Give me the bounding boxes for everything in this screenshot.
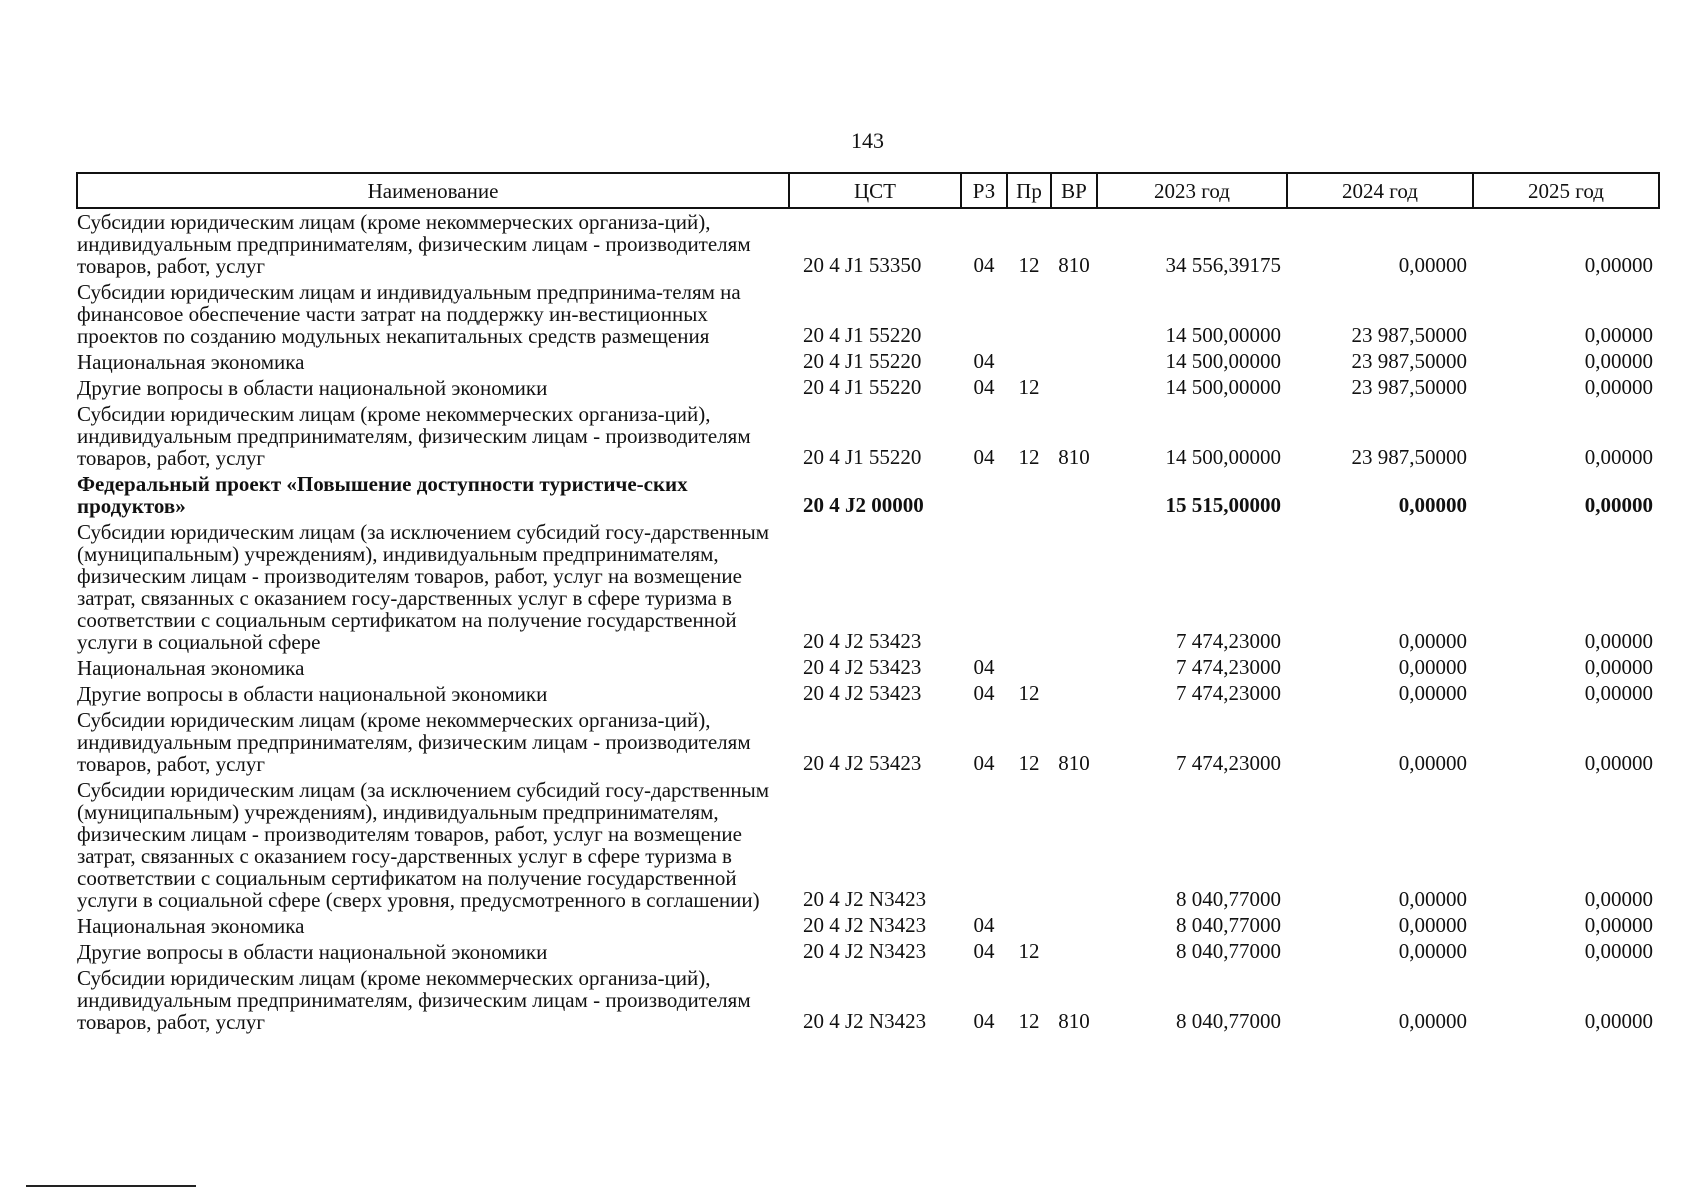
table-body — [77, 208, 1659, 1035]
cell-vr — [1051, 375, 1097, 401]
cell-pr — [1007, 349, 1051, 375]
table-row — [77, 655, 1659, 681]
cell-name: Национальная экономика — [77, 914, 305, 938]
table-row — [77, 913, 1659, 939]
cell-pr: 12 — [1018, 751, 1040, 775]
cell-2023: 8 040,77000 — [1176, 939, 1281, 963]
cell-2024: 0,00000 — [1398, 681, 1467, 705]
cell-2024: 0,00000 — [1398, 1009, 1467, 1033]
cell-pr — [1007, 519, 1051, 655]
table-row — [77, 279, 1659, 349]
cell-vr: 810 — [1058, 1009, 1090, 1033]
cell-2025: 0,00000 — [1584, 323, 1653, 347]
table-row — [77, 375, 1659, 401]
cell-pr: 12 — [1018, 253, 1040, 277]
cell-rz: 04 — [973, 655, 995, 679]
table-row — [77, 681, 1659, 707]
cell-cst: 20 4 J1 55220 — [803, 445, 922, 469]
cell-2023: 15 515,00000 — [1165, 493, 1281, 517]
cell-rz: 04 — [973, 939, 995, 963]
cell-cst: 20 4 J1 55220 — [803, 323, 922, 347]
cell-pr: 12 — [1018, 1009, 1040, 1033]
cell-pr — [1007, 471, 1051, 519]
header-2024: 2024 год — [1287, 173, 1473, 208]
cell-pr: 12 — [1018, 375, 1040, 399]
cell-2025: 0,00000 — [1584, 1009, 1653, 1033]
cell-name: Другие вопросы в области национальной экономики — [77, 682, 548, 706]
header-vr: ВР — [1051, 173, 1097, 208]
table-row — [77, 208, 1659, 279]
cell-cst: 20 4 J2 N3423 — [803, 913, 927, 937]
cell-cst: 20 4 J2 N3423 — [803, 939, 927, 963]
cell-2023: 7 474,23000 — [1176, 655, 1281, 679]
cell-2025: 0,00000 — [1584, 655, 1653, 679]
cell-vr — [1051, 519, 1097, 655]
cell-cst: 20 4 J2 53423 — [803, 629, 922, 653]
cell-name: Субсидии юридическим лицам (кроме некоммерческих организа-ций), индивидуальным предпринимателям, физическим лицам - производителям товаров, работ, услуг — [77, 402, 751, 470]
cell-2023: 7 474,23000 — [1176, 629, 1281, 653]
cell-rz: 04 — [973, 445, 995, 469]
cell-rz: 04 — [973, 1009, 995, 1033]
cell-rz — [961, 519, 1007, 655]
cell-2024: 0,00000 — [1398, 939, 1467, 963]
cell-rz: 04 — [973, 913, 995, 937]
cell-cst: 20 4 J2 N3423 — [803, 1009, 927, 1033]
cell-2023: 14 500,00000 — [1165, 375, 1281, 399]
cell-name: Субсидии юридическим лицам (за исключением субсидий госу-дарственным (муниципальным) учреждениям), индивидуальным предпринимателям, физическим лицам - производителям товаров, работ, услуг на возмещение затрат, связанных с оказанием госу-дарственных услуг в сфере туризма в соответствии с социальным сертификатом на получение государственной услуги в социальной сфере (сверх уровня, предусмотренного в соглашении) — [77, 778, 770, 912]
table-row — [77, 349, 1659, 375]
cell-pr: 12 — [1018, 681, 1040, 705]
cell-name: Другие вопросы в области национальной экономики — [77, 376, 548, 400]
cell-2023: 14 500,00000 — [1165, 323, 1281, 347]
cell-vr: 810 — [1058, 751, 1090, 775]
cell-pr — [1007, 655, 1051, 681]
header-2025: 2025 год — [1473, 173, 1659, 208]
cell-2023: 34 556,39175 — [1165, 253, 1281, 277]
cell-2024: 0,00000 — [1398, 751, 1467, 775]
cell-2023: 7 474,23000 — [1176, 681, 1281, 705]
footer-divider — [26, 1185, 196, 1187]
cell-vr — [1051, 777, 1097, 913]
cell-2025: 0,00000 — [1584, 375, 1653, 399]
cell-2025: 0,00000 — [1584, 253, 1653, 277]
cell-cst: 20 4 J2 00000 — [803, 493, 924, 517]
cell-vr: 810 — [1058, 253, 1090, 277]
table-row — [77, 965, 1659, 1035]
cell-vr — [1051, 681, 1097, 707]
cell-rz: 04 — [973, 751, 995, 775]
header-rz: РЗ — [961, 173, 1007, 208]
cell-pr — [1007, 777, 1051, 913]
table-row — [77, 939, 1659, 965]
table-header — [77, 173, 1659, 208]
cell-name: Другие вопросы в области национальной экономики — [77, 940, 548, 964]
cell-2024: 0,00000 — [1398, 629, 1467, 653]
cell-vr — [1051, 913, 1097, 939]
cell-rz — [961, 279, 1007, 349]
cell-cst: 20 4 J2 53423 — [803, 655, 922, 679]
cell-2023: 14 500,00000 — [1165, 445, 1281, 469]
cell-name: Национальная экономика — [77, 350, 305, 374]
cell-vr — [1051, 349, 1097, 375]
cell-2023: 7 474,23000 — [1176, 751, 1281, 775]
cell-2024: 0,00000 — [1398, 493, 1467, 517]
cell-rz: 04 — [973, 349, 995, 373]
cell-cst: 20 4 J1 55220 — [803, 375, 922, 399]
cell-2025: 0,00000 — [1584, 939, 1653, 963]
cell-cst: 20 4 J2 N3423 — [803, 887, 927, 911]
cell-name: Субсидии юридическим лицам (кроме некоммерческих организа-ций), индивидуальным предпринимателям, физическим лицам - производителям товаров, работ, услуг — [77, 210, 751, 278]
cell-rz — [961, 777, 1007, 913]
header-2023: 2023 год — [1097, 173, 1287, 208]
table-row — [77, 401, 1659, 471]
cell-2025: 0,00000 — [1584, 751, 1653, 775]
header-name: Наименование — [77, 173, 789, 208]
header-cst: ЦСТ — [789, 173, 961, 208]
cell-rz: 04 — [973, 375, 995, 399]
cell-2024: 23 987,50000 — [1351, 323, 1467, 347]
cell-vr — [1051, 471, 1097, 519]
cell-name: Субсидии юридическим лицам (за исключением субсидий госу-дарственным (муниципальным) учреждениям), индивидуальным предпринимателям, физическим лицам - производителям товаров, работ, услуг на возмещение затрат, связанных с оказанием госу-дарственных услуг в сфере туризма в соответствии с социальным сертификатом на получение государственной услуги в социальной сфере — [77, 520, 770, 654]
cell-2025: 0,00000 — [1584, 493, 1653, 517]
cell-vr — [1051, 655, 1097, 681]
cell-cst: 20 4 J2 53423 — [803, 751, 922, 775]
cell-cst: 20 4 J1 55220 — [803, 349, 922, 373]
cell-2025: 0,00000 — [1584, 349, 1653, 373]
cell-name: Субсидии юридическим лицам и индивидуальным предпринима-телям на финансовое обеспечение части затрат на поддержку ин-вестиционных проектов по созданию модульных некапитальных средств размещения — [77, 280, 741, 348]
cell-cst: 20 4 J2 53423 — [803, 681, 922, 705]
cell-2024: 0,00000 — [1398, 913, 1467, 937]
cell-2023: 8 040,77000 — [1176, 1009, 1281, 1033]
cell-name: Субсидии юридическим лицам (кроме некоммерческих организа-ций), индивидуальным предпринимателям, физическим лицам - производителям товаров, работ, услуг — [77, 966, 751, 1034]
cell-rz: 04 — [973, 253, 995, 277]
cell-rz: 04 — [973, 681, 995, 705]
table-row — [77, 519, 1659, 655]
cell-2025: 0,00000 — [1584, 681, 1653, 705]
cell-rz — [961, 471, 1007, 519]
cell-2025: 0,00000 — [1584, 887, 1653, 911]
cell-pr — [1007, 279, 1051, 349]
cell-vr: 810 — [1058, 445, 1090, 469]
budget-table — [76, 172, 1660, 1035]
cell-pr — [1007, 913, 1051, 939]
page-number: 143 — [851, 128, 884, 153]
cell-vr — [1051, 939, 1097, 965]
cell-2024: 23 987,50000 — [1351, 375, 1467, 399]
cell-2024: 0,00000 — [1398, 655, 1467, 679]
cell-2025: 0,00000 — [1584, 445, 1653, 469]
cell-cst: 20 4 J1 53350 — [803, 253, 922, 277]
cell-vr — [1051, 279, 1097, 349]
cell-2023: 8 040,77000 — [1176, 913, 1281, 937]
cell-2023: 8 040,77000 — [1176, 887, 1281, 911]
table-row — [77, 707, 1659, 777]
cell-2024: 0,00000 — [1398, 253, 1467, 277]
table-row — [77, 471, 1659, 519]
cell-name: Национальная экономика — [77, 656, 305, 680]
cell-name: Федеральный проект «Повышение доступности туристиче-ских продуктов» — [77, 472, 688, 518]
cell-pr: 12 — [1018, 939, 1040, 963]
cell-2024: 23 987,50000 — [1351, 349, 1467, 373]
cell-name: Субсидии юридическим лицам (кроме некоммерческих организа-ций), индивидуальным предпринимателям, физическим лицам - производителям товаров, работ, услуг — [77, 708, 751, 776]
cell-2025: 0,00000 — [1584, 913, 1653, 937]
header-pr: Пр — [1007, 173, 1051, 208]
table-row — [77, 777, 1659, 913]
cell-2023: 14 500,00000 — [1165, 349, 1281, 373]
cell-2024: 23 987,50000 — [1351, 445, 1467, 469]
cell-2025: 0,00000 — [1584, 629, 1653, 653]
cell-pr: 12 — [1018, 445, 1040, 469]
cell-2024: 0,00000 — [1398, 887, 1467, 911]
